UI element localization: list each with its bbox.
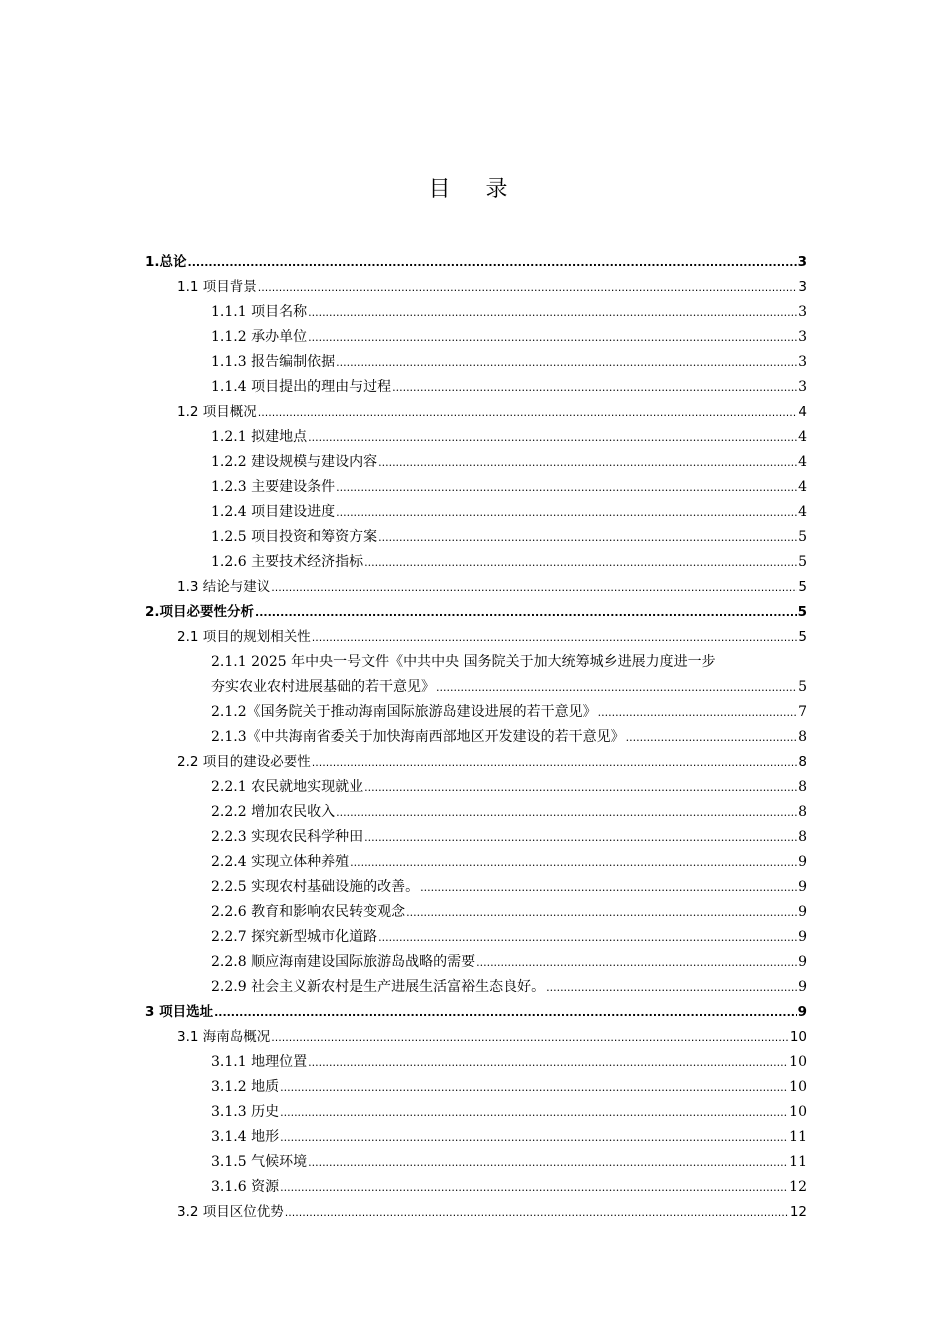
- toc-page-number: 3: [798, 379, 807, 395]
- toc-entry-label: 3.1.2 地质: [211, 1079, 280, 1095]
- toc-page-number: 5: [798, 679, 807, 695]
- toc-entry[interactable]: [145, 250, 807, 275]
- toc-entry-label: 3.1.3 历史: [211, 1104, 280, 1120]
- toc-entry[interactable]: [145, 575, 807, 600]
- toc-dot-leader: [476, 950, 797, 975]
- toc-page-number: 12: [789, 1204, 807, 1220]
- toc-entry-label: 1.2.6 主要技术经济指标: [211, 554, 364, 570]
- toc-page-number: 10: [789, 1104, 807, 1120]
- toc-entry-label: 3.1.1 地理位置: [211, 1054, 308, 1070]
- toc-entry[interactable]: [145, 550, 807, 575]
- toc-title: 目 录: [428, 177, 522, 202]
- toc-entry[interactable]: [145, 300, 807, 325]
- toc-entry-label: 2.2.9 社会主义新农村是生产进展生活富裕生态良好。: [211, 979, 546, 995]
- toc-entry[interactable]: [145, 475, 807, 500]
- toc-entry-label: 2.2.8 顺应海南建设国际旅游岛战略的需要: [211, 954, 476, 970]
- toc-entry-label: 1.1.1 项目名称: [211, 304, 308, 320]
- toc-dot-leader: [280, 1125, 788, 1150]
- toc-entry-label: 1.1.2 承办单位: [211, 329, 308, 345]
- toc-page-number: 4: [798, 404, 807, 420]
- toc-dot-leader: [364, 550, 797, 575]
- toc-dot-leader: [258, 400, 798, 425]
- toc-page-number: 4: [798, 429, 807, 445]
- toc-entry[interactable]: [145, 1100, 807, 1125]
- toc-entry-label-continued: 夯实农业农村进展基础的若干意见》: [211, 679, 435, 695]
- toc-list: [145, 250, 807, 1225]
- toc-dot-leader: [280, 1075, 788, 1100]
- toc-dot-leader: [308, 425, 797, 450]
- toc-page-number: 5: [798, 554, 807, 570]
- toc-page-number: 7: [798, 704, 807, 720]
- toc-entry[interactable]: [145, 325, 807, 350]
- toc-entry-label: 1.2.1 拟建地点: [211, 429, 308, 445]
- toc-dot-leader: [406, 900, 797, 925]
- toc-page-number: 4: [798, 454, 807, 470]
- toc-dot-leader: [364, 775, 797, 800]
- toc-dot-leader: [626, 725, 797, 750]
- toc-entry-label: 2.1 项目的规划相关性: [177, 629, 311, 645]
- toc-page-number: 9: [798, 879, 807, 895]
- toc-dot-leader: [308, 1150, 788, 1175]
- toc-dot-leader: [378, 525, 797, 550]
- toc-page-number: 3: [798, 329, 807, 345]
- toc-entry[interactable]: [145, 425, 807, 450]
- toc-entry-label: 2.2.4 实现立体种养殖: [211, 854, 350, 870]
- toc-entry-label: 2.2.7 探究新型城市化道路: [211, 929, 378, 945]
- toc-page-number: 8: [798, 779, 807, 795]
- toc-page-number: 5: [797, 604, 807, 620]
- toc-dot-leader: [392, 375, 797, 400]
- toc-entry[interactable]: [145, 350, 807, 375]
- toc-entry-label: 2.2.1 农民就地实现就业: [211, 779, 364, 795]
- toc-entry-label: 3.1.6 资源: [211, 1179, 280, 1195]
- toc-entry[interactable]: [145, 700, 807, 725]
- toc-page-number: 9: [798, 904, 807, 920]
- toc-entry[interactable]: [145, 1000, 807, 1025]
- toc-dot-leader: [258, 275, 798, 300]
- toc-dot-leader: [420, 875, 797, 900]
- toc-page-number: 5: [798, 629, 807, 645]
- toc-entry[interactable]: [145, 875, 807, 900]
- toc-dot-leader: [280, 1175, 788, 1200]
- toc-page-number: 11: [789, 1154, 807, 1170]
- toc-entry-label: 1.2.3 主要建设条件: [211, 479, 336, 495]
- toc-entry[interactable]: [145, 1050, 807, 1075]
- toc-page-number: 9: [798, 979, 807, 995]
- toc-page-number: 3: [797, 254, 807, 270]
- toc-entry-label: 2.2.2 增加农民收入: [211, 804, 336, 820]
- toc-dot-leader: [285, 1200, 789, 1225]
- toc-page-number: 10: [789, 1079, 807, 1095]
- toc-entry-label: 2.1.1 2025 年中央一号文件《中共中央 国务院关于加大统筹城乡进展力度进一步: [211, 654, 716, 670]
- toc-entry-label: 1.2.4 项目建设进度: [211, 504, 336, 520]
- toc-entry[interactable]: [145, 525, 807, 550]
- toc-entry-label: 1.3 结论与建议: [177, 579, 271, 595]
- toc-dot-leader: [308, 1050, 788, 1075]
- toc-dot-leader: [308, 300, 797, 325]
- toc-page-number: 10: [789, 1054, 807, 1070]
- toc-entry-label: 2.2 项目的建设必要性: [177, 754, 311, 770]
- toc-entry-label: 3.1 海南岛概况: [177, 1029, 271, 1045]
- toc-entry-label: 1.总论: [145, 254, 187, 270]
- toc-entry[interactable]: [145, 650, 807, 700]
- toc-entry-label: 2.项目必要性分析: [145, 604, 255, 620]
- toc-dot-leader: [271, 1025, 789, 1050]
- toc-dot-leader: [364, 825, 797, 850]
- toc-dot-leader: [188, 250, 797, 275]
- toc-dot-leader: [546, 975, 797, 1000]
- toc-entry[interactable]: [145, 1025, 807, 1050]
- toc-page-number: 5: [798, 529, 807, 545]
- toc-page-number: 9: [798, 954, 807, 970]
- toc-entry-line2: [211, 675, 807, 700]
- toc-page-number: 5: [798, 579, 807, 595]
- toc-entry-label: 2.2.5 实现农村基础设施的改善。: [211, 879, 420, 895]
- toc-entry[interactable]: [145, 850, 807, 875]
- toc-page-number: 4: [798, 479, 807, 495]
- toc-page-number: 9: [798, 929, 807, 945]
- toc-entry[interactable]: [145, 950, 807, 975]
- toc-entry[interactable]: [145, 800, 807, 825]
- toc-dot-leader: [255, 600, 797, 625]
- toc-entry[interactable]: [145, 1150, 807, 1175]
- toc-entry[interactable]: [145, 775, 807, 800]
- toc-dot-leader: [312, 625, 798, 650]
- toc-entry-label: 1.1.3 报告编制依据: [211, 354, 336, 370]
- toc-entry[interactable]: [145, 900, 807, 925]
- toc-entry[interactable]: [145, 1175, 807, 1200]
- toc-dot-leader: [271, 575, 797, 600]
- toc-entry-label: 3 项目选址: [145, 1004, 214, 1020]
- toc-page-number: 4: [798, 504, 807, 520]
- toc-page-number: 3: [798, 279, 807, 295]
- toc-entry[interactable]: [145, 1125, 807, 1150]
- toc-dot-leader: [308, 325, 797, 350]
- toc-dot-leader: [598, 700, 797, 725]
- toc-entry-label: 2.2.3 实现农民科学种田: [211, 829, 364, 845]
- toc-page-number: 9: [797, 1004, 807, 1020]
- toc-entry[interactable]: [145, 925, 807, 950]
- toc-dot-leader: [436, 675, 797, 700]
- toc-page-number: 3: [798, 354, 807, 370]
- toc-page-number: 10: [789, 1029, 807, 1045]
- toc-page-number: 9: [798, 854, 807, 870]
- toc-entry-label: 2.2.6 教育和影响农民转变观念: [211, 904, 406, 920]
- toc-dot-leader: [280, 1100, 788, 1125]
- toc-dot-leader: [214, 1000, 797, 1025]
- toc-page-number: 8: [798, 754, 807, 770]
- toc-entry[interactable]: [145, 825, 807, 850]
- toc-dot-leader: [336, 350, 797, 375]
- toc-dot-leader: [378, 925, 797, 950]
- toc-page-number: 8: [798, 729, 807, 745]
- toc-page-number: 8: [798, 804, 807, 820]
- toc-page-number: 3: [798, 304, 807, 320]
- toc-entry[interactable]: [145, 625, 807, 650]
- toc-entry-label: 1.2 项目概况: [177, 404, 257, 420]
- toc-dot-leader: [336, 500, 797, 525]
- toc-entry-label: 1.2.2 建设规模与建设内容: [211, 454, 378, 470]
- toc-entry[interactable]: [145, 400, 807, 425]
- toc-entry[interactable]: [145, 600, 807, 625]
- toc-entry[interactable]: [145, 1200, 807, 1225]
- toc-entry-label: 2.1.2《国务院关于推动海南国际旅游岛建设进展的若干意见》: [211, 704, 597, 720]
- toc-dot-leader: [350, 850, 797, 875]
- toc-entry[interactable]: [145, 500, 807, 525]
- toc-entry-label: 2.1.3《中共海南省委关于加快海南西部地区开发建设的若干意见》: [211, 729, 625, 745]
- toc-entry[interactable]: [145, 275, 807, 300]
- toc-dot-leader: [336, 475, 797, 500]
- toc-entry[interactable]: [145, 750, 807, 775]
- toc-entry[interactable]: [145, 375, 807, 400]
- toc-page-number: 11: [789, 1129, 807, 1145]
- toc-page-number: 8: [798, 829, 807, 845]
- toc-page-number: 12: [789, 1179, 807, 1195]
- toc-entry[interactable]: [145, 450, 807, 475]
- toc-entry-label: 3.1.5 气候环境: [211, 1154, 308, 1170]
- toc-dot-leader: [312, 750, 798, 775]
- toc-entry-label: 1.1 项目背景: [177, 279, 257, 295]
- toc-dot-leader: [378, 450, 797, 475]
- toc-entry[interactable]: [145, 975, 807, 1000]
- toc-dot-leader: [336, 800, 797, 825]
- toc-entry-label: 3.2 项目区位优势: [177, 1204, 284, 1220]
- toc-entry-label: 1.2.5 项目投资和筹资方案: [211, 529, 378, 545]
- toc-entry[interactable]: [145, 1075, 807, 1100]
- toc-entry-label: 1.1.4 项目提出的理由与过程: [211, 379, 392, 395]
- toc-entry[interactable]: [145, 725, 807, 750]
- toc-entry-label: 3.1.4 地形: [211, 1129, 280, 1145]
